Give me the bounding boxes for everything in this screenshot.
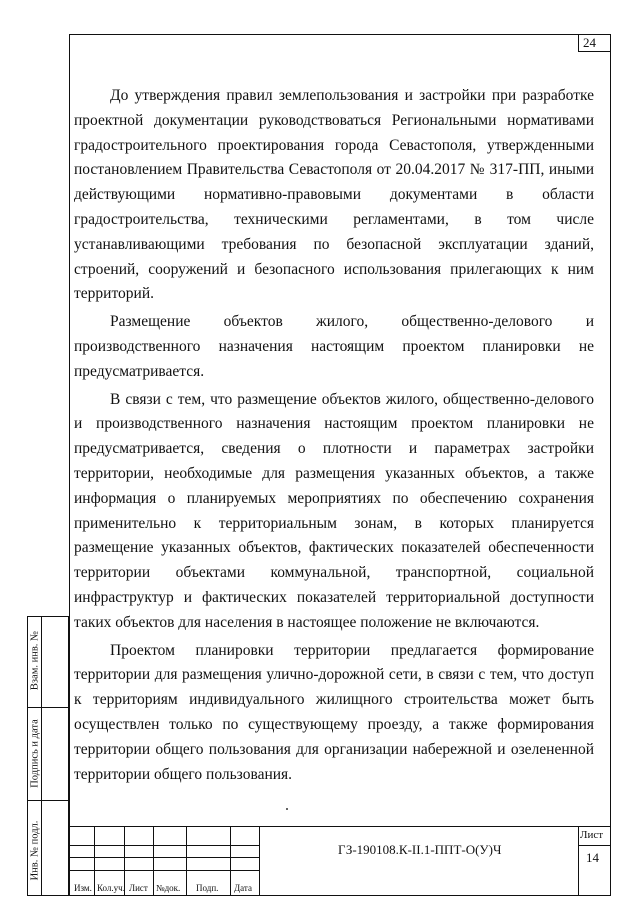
document-body (74, 84, 594, 787)
stray-mark (286, 808, 288, 810)
col-ndok: №док. (156, 883, 181, 893)
sheet-label: Лист (580, 829, 604, 841)
vzam-inv-label: Взам. инв. № (29, 630, 41, 691)
col-data: Дата (234, 883, 252, 893)
col-podp: Подп. (196, 883, 219, 893)
paragraph: Размещение объектов жилого, общественно-делового и производственного назначения настоящим проектом планировки не предусматривается. (74, 313, 594, 380)
sheet-number: 14 (586, 850, 599, 865)
inv-podl-label: Инв. № подл. (29, 820, 41, 881)
paragraph: В связи с тем, что размещение объектов жилого, общественно-делового и производственного назначения настоящим проектом планировки не предусматривается, сведения о плотности и параметрах застройки территории, необходимые для размещения указанных объектов, а также информация о планируемых мероприятиях по обеспечению сохранения применительно к территориальным зонам, в которых планируется размещение указанных объектов, фактических показателей обеспеченности территории объектами коммунальной, транспортной, социальной инфраструктур и фактических показателей территориальной доступности таких объектов для населения в настоящее положение не включаются. (74, 390, 594, 631)
col-list: Лист (129, 883, 148, 893)
col-izm: Изм. (74, 883, 92, 893)
side-strip (27, 616, 69, 896)
podpis-data-label: Подпись и дата (29, 719, 41, 788)
document-code: ГЗ-190108.К-II.1-ППТ-О(У)Ч (338, 842, 502, 857)
page-number-top: 24 (578, 34, 611, 52)
paragraph: До утверждения правил землепользования и застройки при разработке проектной документации руководствоваться Региональными нормативами градостроительного проектирования города Севастополя, утвержденными постановлением Правительства Севастополя от 20.04.2017 № 317-ПП, иными действующими нормативно-правовыми документами в области градостроительства, техническими регламентами, в том числе устанавливающими требования по безопасной эксплуатации зданий, строений, сооружений и безопасного использования прилегающих к ним территорий. (74, 87, 594, 303)
col-kol-uch: Кол.уч. (97, 883, 125, 893)
paragraph: Проектом планировки территории предлагается формирование территории для размещения улично-дорожной сети, в связи с тем, что доступ к территориям индивидуального жилищного строительства может быть осуществлен только по существующему проезду, а также формирования территории общего пользования для организации набережной и озелененной территории общего пользования. (74, 641, 594, 783)
